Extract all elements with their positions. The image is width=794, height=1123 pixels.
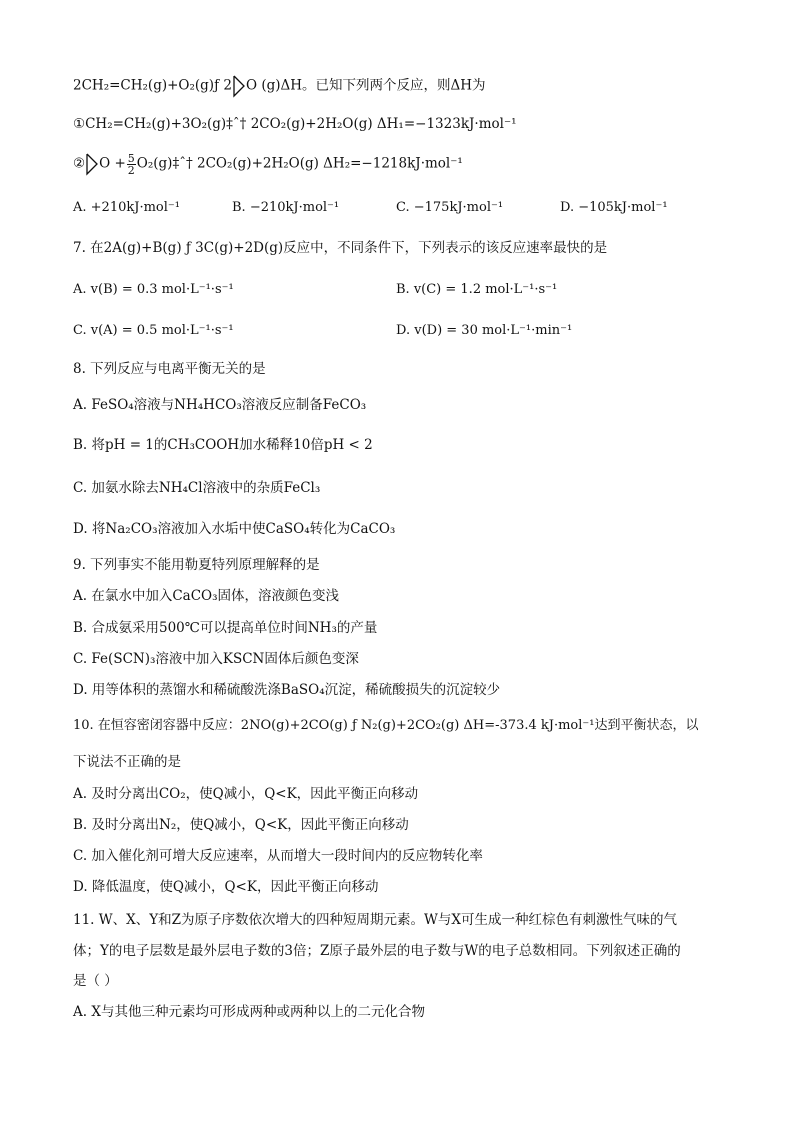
reaction-text: 2CH₂=CH₂(g)+O₂(g)ƒ 2 xyxy=(73,77,232,94)
q9-option-d[interactable]: D. 用等体积的蒸馏水和稀硫酸洗涤BaSO₄沉淀，稀硫酸损失的沉淀较少 xyxy=(73,682,501,698)
cyclic-ether-ring-icon xyxy=(85,152,99,176)
ring-oxygen-label: O xyxy=(99,155,111,172)
q9-stem: 9. 下列事实不能用勒夏特列原理解释的是 xyxy=(73,557,320,573)
q6-option-b[interactable]: B. −210kJ·mol⁻¹ xyxy=(232,200,340,215)
reaction-2 xyxy=(73,152,463,176)
q8-option-d[interactable]: D. 将Na₂CO₃溶液加入水垢中使CaSO₄转化为CaCO₃ xyxy=(73,521,396,537)
q6-option-c[interactable]: C. −175kJ·mol⁻¹ xyxy=(396,200,504,215)
q10-option-a[interactable]: A. 及时分离出CO₂，使Q减小，Q<K，因此平衡正向移动 xyxy=(73,786,419,802)
q7-option-a[interactable]: A. v(B) = 0.3 mol·L⁻¹·s⁻¹ xyxy=(73,282,234,297)
q6-option-a[interactable]: A. +210kJ·mol⁻¹ xyxy=(73,200,180,215)
q6-option-d[interactable]: D. −105kJ·mol⁻¹ xyxy=(560,200,668,215)
q10-option-b[interactable]: B. 及时分离出N₂，使Q减小，Q<K，因此平衡正向移动 xyxy=(73,817,409,833)
cyclic-ether-ring-icon xyxy=(232,74,246,98)
q10-stem-line-2: 下说法不正确的是 xyxy=(73,754,181,770)
q9-option-a[interactable]: A. 在氯水中加入CaCO₃固体，溶液颜色变浅 xyxy=(73,588,340,604)
q8-option-a[interactable]: A. FeSO₄溶液与NH₄HCO₃溶液反应制备FeCO₃ xyxy=(73,397,367,413)
q9-option-c[interactable]: C. Fe(SCN)₃溶液中加入KSCN固体后颜色变深 xyxy=(73,651,359,667)
q11-option-a[interactable]: A. X与其他三种元素均可形成两种或两种以上的二元化合物 xyxy=(73,1004,425,1020)
q8-stem: 8. 下列反应与电离平衡无关的是 xyxy=(73,361,266,377)
reaction-line-1 xyxy=(73,74,486,98)
fraction-denominator: 2 xyxy=(127,163,135,177)
reaction-2-text: O₂(g)‡ˆ† 2CO₂(g)+2H₂O(g) ΔH₂=−1218kJ·mol⁻¹ xyxy=(136,155,463,172)
q7-option-b[interactable]: B. v(C) = 1.2 mol·L⁻¹·s⁻¹ xyxy=(396,282,558,297)
q11-stem-line-1: 11. W、X、Y和Z为原子序数依次增大的四种短周期元素。W与X可生成一种红棕色有刺激性气味的气 xyxy=(73,912,678,928)
fraction-five-halves xyxy=(127,153,136,176)
q8-option-b[interactable]: B. 将pH = 1的CH₃COOH加水稀释10倍pH < 2 xyxy=(73,437,373,453)
q10-stem-line-1: 10. 在恒容密闭容器中反应：2NO(g)+2CO(g) ƒ N₂(g)+2CO₂(g) ΔH=-373.4 kJ·mol⁻¹达到平衡状态，以 xyxy=(73,718,699,733)
q10-option-c[interactable]: C. 加入催化剂可增大反应速率，从而增大一段时间内的反应物转化率 xyxy=(73,848,483,864)
q7-option-c[interactable]: C. v(A) = 0.5 mol·L⁻¹·s⁻¹ xyxy=(73,323,234,338)
reaction-text-tail: (g)ΔH。已知下列两个反应，则ΔH为 xyxy=(261,77,486,94)
q8-option-c[interactable]: C. 加氨水除去NH₄Cl溶液中的杂质FeCl₃ xyxy=(73,480,321,496)
q10-option-d[interactable]: D. 降低温度，使Q减小，Q<K，因此平衡正向移动 xyxy=(73,879,379,895)
q7-stem: 7. 在2A(g)+B(g) ƒ 3C(g)+2D(g)反应中，不同条件下，下列表示的该反应速率最快的是 xyxy=(73,240,608,256)
q9-option-b[interactable]: B. 合成氨采用500℃可以提高单位时间NH₃的产量 xyxy=(73,620,378,636)
reaction-2-number: ② xyxy=(73,155,86,172)
q7-option-d[interactable]: D. v(D) = 30 mol·L⁻¹·min⁻¹ xyxy=(396,323,573,338)
q11-stem-line-3: 是（ ） xyxy=(73,973,118,989)
fraction-numerator: 5 xyxy=(127,151,135,165)
ring-oxygen-label: O xyxy=(245,77,258,94)
plus-sign: + xyxy=(114,155,126,172)
q11-stem-line-2: 体；Y的电子层数是最外层电子数的3倍；Z原子最外层的电子数与W的电子总数相同。下列叙述正确的 xyxy=(73,943,681,959)
reaction-1: ①CH₂=CH₂(g)+3O₂(g)‡ˆ† 2CO₂(g)+2H₂O(g) ΔH₁=−1323kJ·mol⁻¹ xyxy=(73,116,517,132)
